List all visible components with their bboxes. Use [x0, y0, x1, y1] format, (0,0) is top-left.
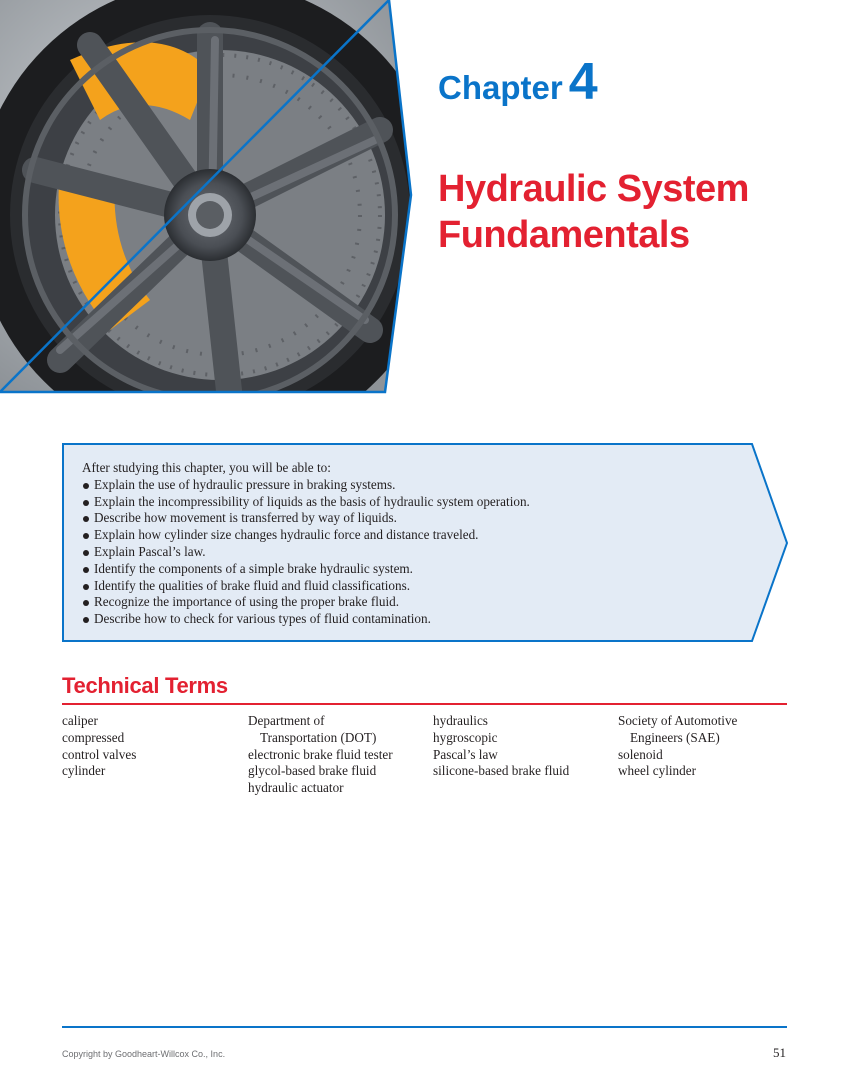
chapter-label: [438, 52, 598, 112]
copyright-notice: Copyright by Goodheart-Willcox Co., Inc.: [62, 1049, 226, 1059]
chapter-title: [438, 166, 838, 258]
term-item: electronic brake fluid tester: [248, 746, 393, 762]
term-item-continuation: Engineers (SAE): [630, 729, 720, 745]
chapter-number: 4: [568, 53, 598, 111]
terms-column-3: [433, 713, 613, 780]
term-item: wheel cylinder: [618, 763, 696, 779]
terms-column-2: [248, 713, 428, 797]
term-item-continuation: Transportation (DOT): [260, 729, 377, 745]
term-item: control valves: [62, 746, 137, 762]
term-item: silicone-based brake fluid: [433, 763, 570, 779]
technical-terms-heading: Technical Terms: [62, 673, 228, 698]
technical-terms-divider: [62, 703, 787, 705]
objective-item: Identify the components of a simple brake hydraulic system.: [82, 561, 722, 578]
terms-column-1: [62, 713, 242, 780]
footer-divider: [62, 1026, 787, 1028]
learning-objectives-box: [62, 443, 790, 643]
term-item: hygroscopic: [433, 729, 498, 745]
term-item: glycol-based brake fluid: [248, 763, 377, 779]
term-item: Society of Automotive: [618, 713, 738, 728]
term-item: Department of: [248, 713, 325, 728]
term-item: caliper: [62, 713, 98, 728]
page-number: 51: [773, 1045, 786, 1060]
objective-item: Explain how cylinder size changes hydraulic force and distance traveled.: [82, 527, 722, 544]
chapter-word: Chapter: [438, 69, 563, 106]
objective-item: Describe how to check for various types of fluid contamination.: [82, 611, 722, 628]
objective-item: Identify the qualities of brake fluid and fluid classifications.: [82, 578, 722, 595]
objectives-intro: After studying this chapter, you will be able to:: [82, 460, 331, 475]
objective-item: Explain the incompressibility of liquids as the basis of hydraulic system operation.: [82, 494, 722, 511]
term-item: cylinder: [62, 763, 106, 779]
term-item: hydraulic actuator: [248, 780, 344, 796]
term-item: solenoid: [618, 746, 663, 762]
objective-item: Recognize the importance of using the proper brake fluid.: [82, 594, 722, 611]
chapter-title-line1: Hydraulic System: [438, 168, 749, 210]
chapter-title-line2: Fundamentals: [438, 214, 690, 256]
objective-item: Explain Pascal’s law.: [82, 544, 722, 561]
objectives-content: [82, 460, 722, 628]
term-item: compressed: [62, 729, 125, 745]
objectives-list: [82, 477, 722, 628]
terms-column-4: [618, 713, 798, 780]
objective-item: Explain the use of hydraulic pressure in braking systems.: [82, 477, 722, 494]
objective-item: Describe how movement is transferred by way of liquids.: [82, 510, 722, 527]
term-item: Pascal’s law: [433, 746, 498, 762]
term-item: hydraulics: [433, 713, 488, 728]
